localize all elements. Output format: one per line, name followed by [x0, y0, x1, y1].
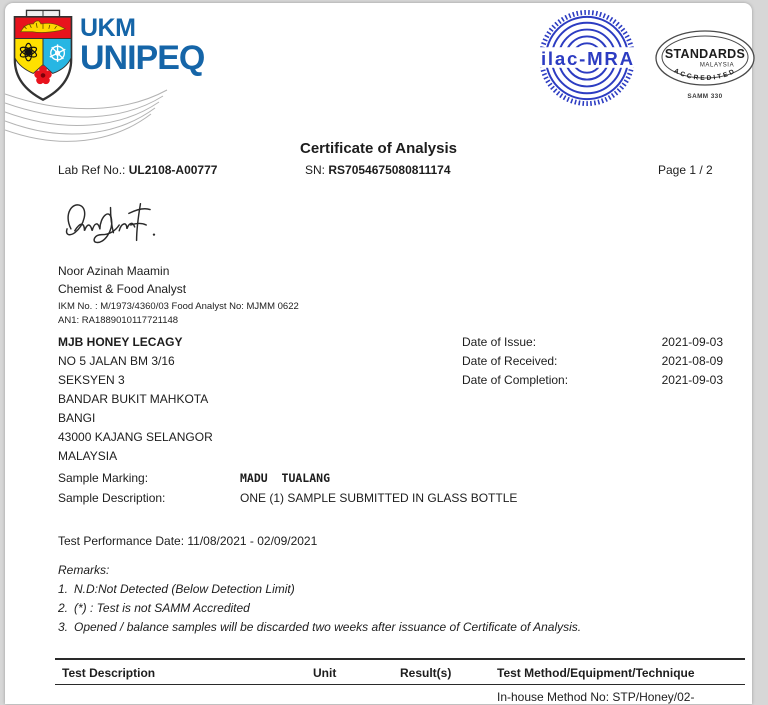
certificate-title: Certificate of Analysis	[300, 140, 457, 157]
ilac-mra-stamp-icon	[537, 9, 637, 107]
table-header-test-description: Test Description	[62, 666, 156, 680]
date-issue-label: Date of Issue:	[462, 335, 537, 349]
date-received-label: Date of Received:	[462, 354, 558, 368]
samm-caption: SAMM 330	[687, 93, 723, 100]
remark-number: 3.	[58, 620, 69, 634]
analyst-role: Chemist & Food Analyst	[58, 282, 187, 296]
date-issue-value: 2021-09-03	[661, 335, 723, 349]
table-header-rule	[55, 684, 745, 685]
analyst-name: Noor Azinah Maamin	[58, 264, 170, 278]
date-received-value: 2021-08-09	[661, 354, 723, 368]
remark-item	[58, 601, 250, 616]
accredited-arc-label: ACCREDITED	[672, 67, 738, 83]
customer-address-line: SEKSYEN 3	[58, 373, 125, 387]
date-completion-value: 2021-09-03	[661, 373, 723, 387]
remarks-heading: Remarks:	[58, 563, 110, 577]
page-indicator: Page 1 / 2	[658, 163, 713, 177]
table-cell-method-partial: In-house Method No: STP/Honey/02-	[497, 690, 695, 704]
standards-label: STANDARDS	[664, 47, 746, 61]
malaysia-label: MALAYSIA	[699, 62, 735, 69]
sample-marking-value: MADU TUALANG	[240, 471, 331, 485]
remark-text: (*) : Test is not SAMM Accredited	[74, 601, 250, 615]
remark-number: 2.	[58, 601, 69, 615]
table-top-rule	[55, 658, 745, 660]
sample-description-label: Sample Description:	[58, 491, 166, 505]
sn-label: SN:	[305, 163, 326, 177]
lab-ref-label: Lab Ref No.:	[58, 163, 126, 177]
table-header-results: Result(s)	[400, 666, 452, 680]
sample-description-value: ONE (1) SAMPLE SUBMITTED IN GLASS BOTTLE	[240, 491, 518, 505]
customer-address-line: BANGI	[58, 411, 96, 425]
analyst-signature	[55, 196, 167, 252]
serial-number-line	[305, 163, 451, 178]
sn-value: RS7054675080811174	[328, 163, 451, 177]
table-header-method: Test Method/Equipment/Technique	[497, 666, 695, 680]
logo-text-unipeq: UNIPEQ	[80, 39, 205, 77]
customer-address-line: BANDAR BUKIT MAHKOTA	[58, 392, 209, 406]
standards-malaysia-stamp-icon	[653, 28, 757, 102]
lab-ref-value: UL2108-A00777	[128, 163, 218, 177]
analyst-ikm-line: IKM No. : M/1973/4360/03 Food Analyst No: MJMM 0622	[58, 301, 299, 312]
remark-item	[58, 582, 295, 597]
logo-wordmark	[80, 15, 204, 75]
customer-address-line: MALAYSIA	[58, 449, 118, 463]
remark-text: Opened / balance samples will be discarded two weeks after issuance of Certificate of Analysis.	[74, 620, 582, 634]
remark-text: N.D:Not Detected (Below Detection Limit)	[74, 582, 295, 596]
remark-item	[58, 620, 581, 635]
test-performance-date: Test Performance Date: 11/08/2021 - 02/09/2021	[58, 534, 318, 548]
customer-address-line: NO 5 JALAN BM 3/16	[58, 354, 175, 368]
sample-marking-label: Sample Marking:	[58, 471, 149, 485]
customer-name: MJB HONEY LECAGY	[58, 335, 183, 349]
certificate-page	[5, 3, 752, 704]
lab-ref-line	[58, 163, 217, 178]
customer-address-line: 43000 KAJANG SELANGOR	[58, 430, 213, 444]
logo-text-ukm: UKM	[80, 14, 136, 42]
ilac-mra-label: ilac-MRA	[540, 47, 634, 69]
table-header-unit: Unit	[313, 666, 337, 680]
remark-number: 1.	[58, 582, 69, 596]
date-completion-label: Date of Completion:	[462, 373, 569, 387]
analyst-an1-line: AN1: RA1889010117721148	[58, 315, 179, 326]
